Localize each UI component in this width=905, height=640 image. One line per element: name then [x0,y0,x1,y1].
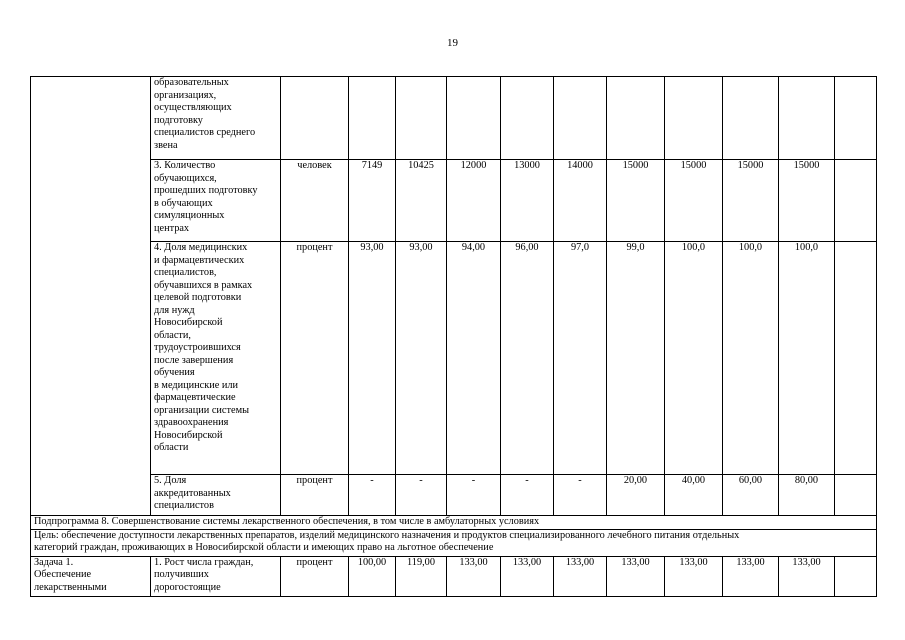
goal-line-2: категорий граждан, проживающих в Новосибирской области и имеющих право на льготное обеспечение [34,542,494,553]
value-cell: 133,00 [779,556,835,596]
value-cell: 15000 [607,160,665,242]
value-cell: 133,00 [665,556,723,596]
value-cell: 100,0 [723,242,779,475]
page-number: 19 [447,37,458,49]
value-cell: 119,00 [396,556,447,596]
value-cell: 99,0 [607,242,665,475]
value-cell: - [501,475,554,516]
value-cell: 40,00 [665,475,723,516]
value-cell: 20,00 [607,475,665,516]
empty-cell [835,556,877,596]
value-cell: 14000 [554,160,607,242]
value-cell: 133,00 [447,556,501,596]
subprogram-row [31,516,877,530]
value-cell: 133,00 [501,556,554,596]
value-cell: 60,00 [723,475,779,516]
unit-cell [281,77,349,160]
value-cell [723,77,779,160]
unit-cell: процент [281,242,349,475]
value-cell: 15000 [723,160,779,242]
task-cell [31,77,151,516]
goal-line-1: Цель: обеспечение доступности лекарственных препаратов, изделий медицинского назначения и продуктов специализированного лечебного питания отдельных [34,529,740,541]
table-row [31,160,877,242]
value-cell: 7149 [349,160,396,242]
value-cell: 133,00 [554,556,607,596]
value-cell: - [396,475,447,516]
table-row [31,475,877,516]
value-cell [396,77,447,160]
empty-cell [835,242,877,475]
indicator-cell: 3. Количество обучающихся, прошедших подготовку в обучающих симуляционных центрах [151,160,281,242]
value-cell [554,77,607,160]
value-cell: 93,00 [349,242,396,475]
value-cell: 133,00 [607,556,665,596]
indicator-cell: образовательных организациях, осуществляющих подготовку специалистов среднего звена [151,77,281,160]
subprogram-title: Подпрограмма 8. Совершенствование системы лекарственного обеспечения, в том числе в амбулаторных условиях [31,516,877,530]
value-cell [779,77,835,160]
value-cell: 12000 [447,160,501,242]
value-cell: 94,00 [447,242,501,475]
empty-cell [835,475,877,516]
indicators-table [30,76,877,597]
unit-cell: человек [281,160,349,242]
value-cell: 80,00 [779,475,835,516]
indicator-cell: 4. Доля медицинских и фармацевтических специалистов, обучавшихся в рамках целевой подготовки для нужд Новосибирской области, трудоустроившихся после завершения обучения в медицинские или фармацевтические организации системы здравоохранения Новосибирской области [151,242,281,475]
value-cell: - [554,475,607,516]
value-cell: 100,00 [349,556,396,596]
value-cell [447,77,501,160]
value-cell: - [349,475,396,516]
indicator-cell: 5. Доля аккредитованных специалистов [151,475,281,516]
goal-row [31,529,877,556]
value-cell [501,77,554,160]
value-cell [349,77,396,160]
value-cell: - [447,475,501,516]
value-cell: 93,00 [396,242,447,475]
value-cell: 100,0 [665,242,723,475]
empty-cell [835,160,877,242]
value-cell: 15000 [779,160,835,242]
value-cell [607,77,665,160]
table-row [31,556,877,596]
table-row [31,242,877,475]
indicator-cell: 1. Рост числа граждан, получивших дорогостоящие [151,556,281,596]
table-row [31,77,877,160]
value-cell: 15000 [665,160,723,242]
goal-cell [31,529,877,556]
unit-cell: процент [281,475,349,516]
value-cell: 96,00 [501,242,554,475]
value-cell: 100,0 [779,242,835,475]
unit-cell: процент [281,556,349,596]
value-cell [665,77,723,160]
value-cell: 10425 [396,160,447,242]
task-cell: Задача 1. Обеспечение лекарственными [31,556,151,596]
table-body [31,77,877,597]
value-cell: 133,00 [723,556,779,596]
value-cell: 13000 [501,160,554,242]
value-cell: 97,0 [554,242,607,475]
empty-cell [835,77,877,160]
